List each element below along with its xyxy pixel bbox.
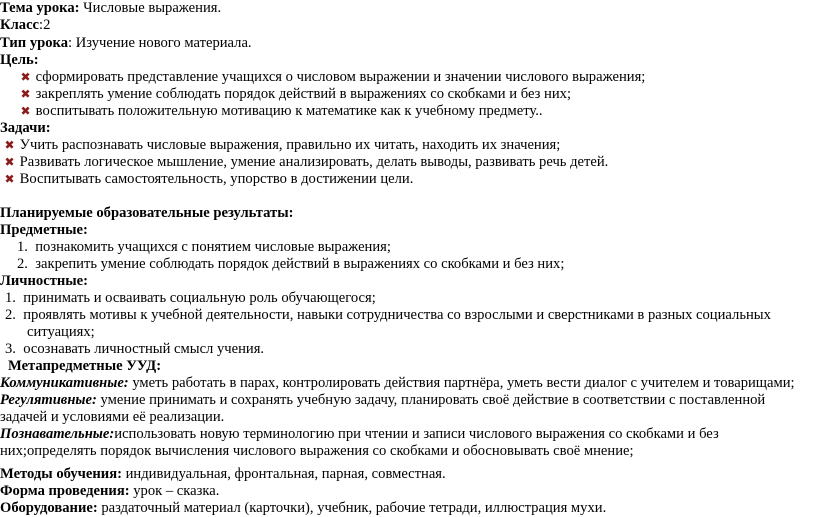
regulative-line-2: задачей и условиями её реализации. xyxy=(0,409,225,425)
topic-label: Тема урока: xyxy=(0,0,80,16)
grade-label: Класс xyxy=(0,17,40,33)
lesson-type-value: : Изучение нового материала. xyxy=(68,35,252,51)
x-bullet-icon: ✖ xyxy=(4,138,15,152)
personal-results-heading: Личностные: xyxy=(0,273,89,289)
meta-results-heading: Метапредметные УУД: xyxy=(8,358,162,374)
methods-line: Методы обучения: индивидуальная, фронтальная, парная, совместная. xyxy=(0,466,446,482)
subject-results-heading: Предметные: xyxy=(0,222,88,238)
topic-line xyxy=(0,0,221,17)
x-bullet-icon: ✖ xyxy=(20,70,31,84)
list-item: 1. принимать и осваивать социальную роль обучающегося; xyxy=(5,290,376,306)
list-item: 2. закрепить умение соблюдать порядок действий в выражениях со скобками и без них; xyxy=(17,256,565,272)
task-item: ✖ Воспитывать самостоятельность, упорство в достижении цели. xyxy=(4,171,414,187)
list-item-continuation: ситуациях; xyxy=(27,324,95,340)
form-line: Форма проведения: урок – сказка. xyxy=(0,483,220,499)
list-item: 2. проявлять мотивы к учебной деятельности, навыки сотрудничества со взрослыми и сверстниками в разных социальных xyxy=(5,307,771,323)
regulative-line: Регулятивные: умение принимать и сохранять учебную задачу, планировать своё действие в соответствии с поставленной xyxy=(0,392,766,408)
goal-item: ✖ воспитывать положительную мотивацию к математике как к учебному предмету.. xyxy=(20,103,543,119)
goal-heading: Цель: xyxy=(0,52,39,68)
goal-item: ✖ сформировать представление учащихся о числовом выражении и значении числового выражения; xyxy=(20,69,646,85)
topic-value: Числовые выражения. xyxy=(79,0,222,16)
results-heading: Планируемые образовательные результаты: xyxy=(0,205,294,221)
task-item: ✖ Учить распознавать числовые выражения, правильно их читать, находить их значения; xyxy=(4,137,561,153)
tasks-heading: Задачи: xyxy=(0,120,51,136)
communicative-line: Коммуникативные: уметь работать в парах, контролировать действия партнёра, уметь вести диалог с учителем и товарищами; xyxy=(0,375,795,391)
lesson-type-label: Тип урока xyxy=(0,35,69,51)
goal-item: ✖ закреплять умение соблюдать порядок действий в выражениях со скобками и без них; xyxy=(20,86,571,102)
grade-line xyxy=(0,17,50,34)
list-item: 3. осознавать личностный смысл учения. xyxy=(5,341,265,357)
x-bullet-icon: ✖ xyxy=(20,87,31,101)
equipment-line: Оборудование: раздаточный материал (карточки), учебник, рабочие тетради, иллюстрация мухи. xyxy=(0,500,607,516)
x-bullet-icon: ✖ xyxy=(4,155,15,169)
x-bullet-icon: ✖ xyxy=(4,172,15,186)
lesson-type-line xyxy=(0,35,252,52)
task-item: ✖ Развивать логическое мышление, умение анализировать, делать выводы, развивать речь детей. xyxy=(4,154,609,170)
x-bullet-icon: ✖ xyxy=(20,104,31,118)
cognitive-line: Познавательные:использовать новую терминологию при чтении и записи числового выражения со скобками и без xyxy=(0,426,719,442)
cognitive-line-2: них;определять порядок вычисления числового выражения со скобками и обосновывать своё мнение; xyxy=(0,443,634,459)
list-item: 1. познакомить учащихся с понятием числовые выражения; xyxy=(17,239,391,255)
grade-value: :2 xyxy=(39,17,51,33)
